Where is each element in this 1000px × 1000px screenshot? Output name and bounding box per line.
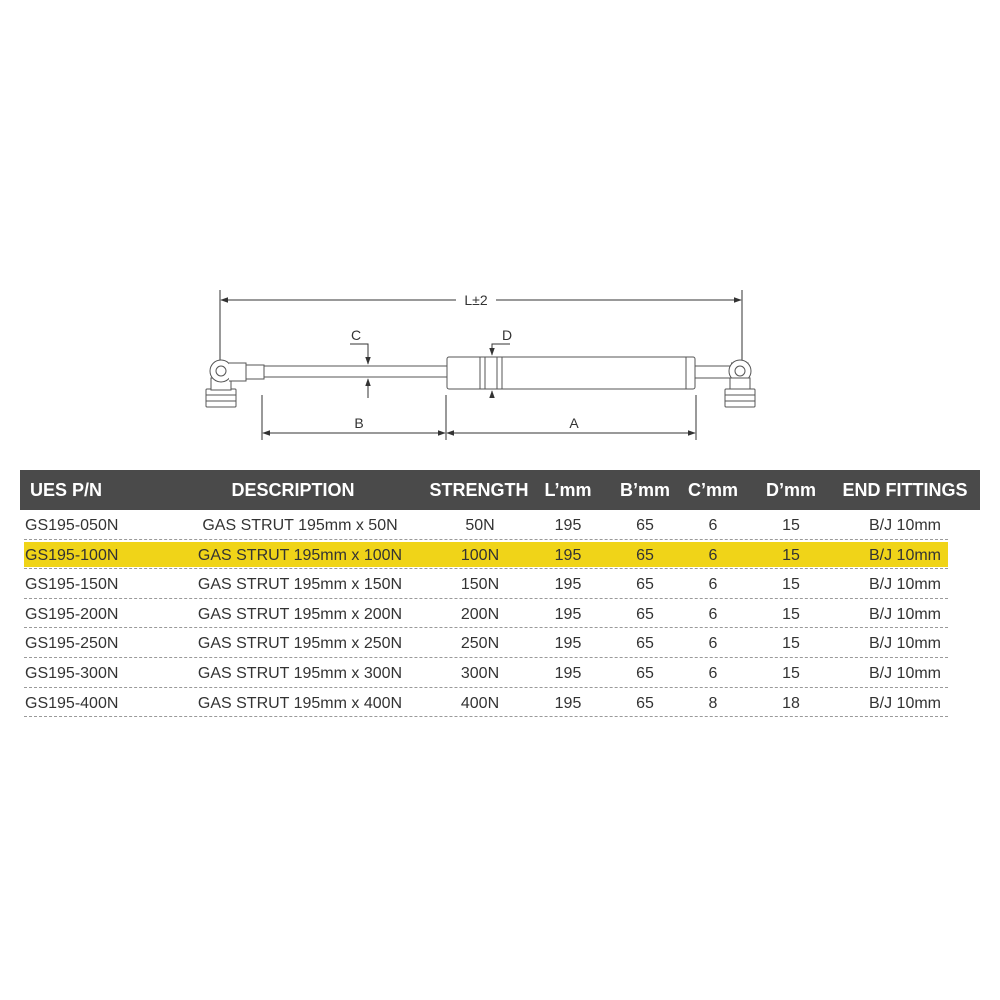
cell-c: 6 [708,605,718,623]
cell-b: 65 [636,605,654,623]
cell-part-number: GS195-150N [25,576,119,594]
cell-b: 65 [636,576,654,594]
cell-description: GAS STRUT 195mm x 150N [197,576,403,594]
piston-rod [264,366,448,377]
table-row [20,688,980,718]
cell-d: 15 [782,576,800,594]
header-d: D’mm [765,480,817,500]
cell-strength: 100N [460,546,500,564]
cell-strength: 250N [460,635,500,653]
cell-b: 65 [636,517,654,534]
table-row [20,658,980,688]
header-part-number: UES P/N [30,480,103,500]
header-c: C’mm [687,480,739,500]
table-body [20,510,980,717]
cell-d: 15 [782,664,800,682]
cell-description: GAS STRUT 195mm x 400N [197,694,403,712]
cell-description: GAS STRUT 195mm x 50N [202,517,398,534]
cell-description: GAS STRUT 195mm x 200N [197,605,403,623]
header-end-fittings: END FITTINGS [842,480,968,500]
cell-d: 18 [782,694,800,712]
cell-part-number: GS195-200N [25,605,119,623]
cell-strength: 150N [460,576,500,594]
header-strength: STRENGTH [429,480,529,500]
cell-length: 195 [554,546,582,564]
cell-end-fittings: B/J 10mm [868,605,942,623]
table-header [20,470,980,510]
cell-b: 65 [636,664,654,682]
cell-end-fittings: B/J 10mm [868,635,942,653]
table-row [20,599,980,629]
dimension-label-d: D [501,327,513,343]
cell-description: GAS STRUT 195mm x 250N [197,635,403,653]
cell-length: 195 [554,694,582,712]
cell-part-number: GS195-250N [25,635,119,653]
dimension-label-c: C [350,327,362,343]
cell-length: 195 [554,635,582,653]
cell-b: 65 [636,635,654,653]
cell-end-fittings: B/J 10mm [868,546,942,564]
cell-strength: 400N [460,694,500,712]
cell-length: 195 [554,664,582,682]
dimension-label-b: B [354,415,364,431]
cell-d: 15 [782,517,800,534]
header-b: B’mm [619,480,671,500]
cell-end-fittings: B/J 10mm [868,664,942,682]
cell-c: 6 [708,635,718,653]
dimension-label-a: A [569,415,579,431]
cell-end-fittings: B/J 10mm [868,694,942,712]
spec-table [20,470,980,717]
left-end-fitting [206,360,264,407]
header-length: L’mm [544,480,592,500]
cell-b: 65 [636,694,654,712]
header-description: DESCRIPTION [231,480,355,500]
cell-part-number: GS195-050N [25,517,119,534]
cell-c: 6 [708,664,718,682]
cell-strength: 300N [460,664,500,682]
table-row [20,628,980,658]
cell-part-number: GS195-100N [25,546,119,564]
row-divider [24,716,948,717]
cell-d: 15 [782,546,800,564]
cell-c: 6 [708,517,718,534]
cell-strength: 50N [465,517,495,534]
cell-part-number: GS195-300N [25,664,119,682]
cell-d: 15 [782,635,800,653]
table-row [20,510,980,540]
table-row [20,569,980,599]
cell-c: 8 [708,694,718,712]
cell-description: GAS STRUT 195mm x 300N [197,664,403,682]
dimension-label-l: L±2 [464,292,488,308]
cell-c: 6 [708,546,718,564]
right-end-fitting [695,360,755,407]
cell-part-number: GS195-400N [25,694,119,712]
cell-description: GAS STRUT 195mm x 100N [197,546,403,564]
gas-strut-diagram [0,0,1000,460]
cell-d: 15 [782,605,800,623]
cell-b: 65 [636,546,654,564]
table-row [20,540,980,570]
cell-strength: 200N [460,605,500,623]
cell-length: 195 [554,605,582,623]
cylinder-body [447,357,695,389]
cell-length: 195 [554,517,582,534]
cell-length: 195 [554,576,582,594]
cell-end-fittings: B/J 10mm [868,517,942,534]
cell-end-fittings: B/J 10mm [868,576,942,594]
cell-c: 6 [708,576,718,594]
